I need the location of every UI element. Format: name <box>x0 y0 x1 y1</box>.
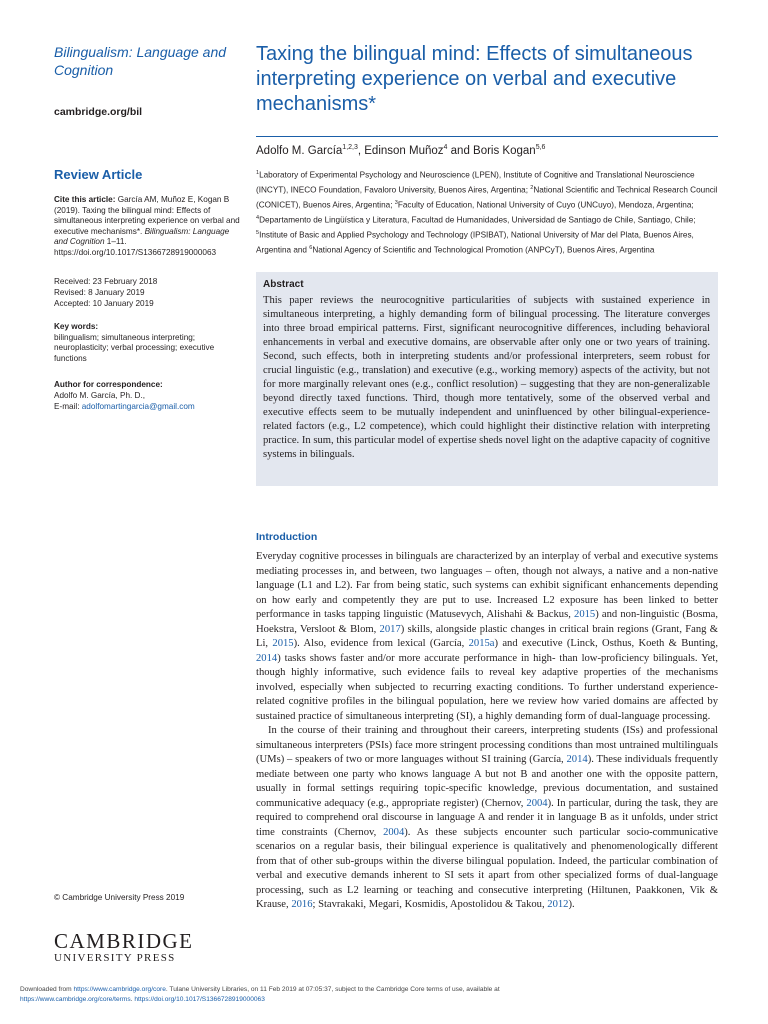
affil-text: National Agency of Scientific and Technological Promotion (ANPCyT), Buenos Aires, Argentina <box>312 245 655 255</box>
cambridge-logo <box>54 930 194 965</box>
body-text: ) skills, alongside plastic changes in critical brain regions (Grant, Fang & Li, <box>256 623 718 649</box>
logo-line-1: CAMBRIDGE <box>54 929 194 953</box>
citation-link[interactable]: 2012 <box>547 899 569 910</box>
body-text: ). <box>568 899 575 910</box>
author-2: , Edinson Muñoz <box>357 144 444 157</box>
article-type: Review Article <box>54 167 143 182</box>
copyright: © Cambridge University Press 2019 <box>54 893 185 902</box>
intro-paragraph-2 <box>256 724 718 913</box>
revised-date: Revised: 8 January 2019 <box>54 288 145 297</box>
affil-text: Laboratory of Experimental Psychology and Neuroscience (LPEN), Institute of Cognitive and Translational Neuroscience (INCYT), INECO Foundation, Favaloro University, Buenos Aires, Argentina; <box>256 170 695 195</box>
footer-link[interactable]: https://doi.org/10.1017/S1366728919000063 <box>134 996 265 1003</box>
introduction-body <box>256 550 718 913</box>
affil-sup: 4 <box>256 215 260 222</box>
citation-link[interactable]: 2014 <box>566 754 588 765</box>
footer-text: . Tulane University Libraries, on 11 Feb 2019 at 07:05:37, subject to the Cambridge Core terms of use, available at <box>165 986 500 993</box>
cite-label: Cite this article: <box>54 195 116 204</box>
citation-link[interactable]: 2015 <box>574 609 596 620</box>
journal-name: Bilingualism: Language and Cognition <box>54 44 227 78</box>
dates-block <box>54 276 157 309</box>
cite-pages: 1–11. <box>104 237 127 247</box>
affil-text: Institute of Basic and Applied Psychology and Technology (IPSIBAT), National University of Mar del Plata, Buenos Aires, Argentina and <box>256 230 694 255</box>
body-text: ). In particular, during the task, they are required to comprehend oral discourse in language A and render it in language B as it unfolds, under strict time constraints (Chernov, <box>256 797 718 838</box>
citation-link[interactable]: 2017 <box>379 623 401 635</box>
citation-link[interactable]: 2004 <box>383 826 405 838</box>
logo-line-2: UNIVERSITY PRESS <box>54 952 176 964</box>
footer-link[interactable]: https://www.cambridge.org/core/terms <box>20 996 131 1003</box>
body-text: ) and non-linguistic (Bosma, Hoekstra, Versloot & Blom, <box>256 609 718 635</box>
intro-paragraph-1 <box>256 550 718 724</box>
author-1: Adolfo M. García <box>256 144 343 157</box>
footer-text: Downloaded from <box>20 986 74 993</box>
author-1-sup: 1,2,3 <box>342 144 358 151</box>
affil-sup: 6 <box>309 245 313 252</box>
affil-text: Departamento de Lingüística y Literatura, Facultad de Humanidades, Universidad de Santiago de Chile, Santiago, Chile; <box>259 215 696 225</box>
body-text: ). These individuals frequently mediate between one party who knows language A but not B and another one with the opposite pattern, usually in formal settings requiring topic-specific knowledge, previous documentation, and sustained communicative adequacy (e.g., appropriate register) (Chernov, <box>256 754 718 809</box>
body-text: Everyday cognitive processes in bilinguals are characterized by an interplay of verbal and executive systems mediating processes in, and between, two languages – often, though not always, a native and a non-native language (L1 and L2). Far from being static, such systems can exhibit significant enhancements depending on how early and competently they are put to use. Increased L2 exposure has been linked to better performance in tasks tapping linguistic (Matusevych, Alishahi & Backus, <box>256 551 718 620</box>
article-title: Taxing the bilingual mind: Effects of simultaneous interpreting experience on verbal and executive mechanisms* <box>256 43 693 115</box>
body-text: ). Also, evidence from lexical (García, <box>293 638 469 649</box>
received-date: Received: 23 February 2018 <box>54 277 158 286</box>
email-link[interactable]: adolfomartingarcia@gmail.com <box>81 402 195 411</box>
keywords-block <box>54 322 244 364</box>
affil-sup: 5 <box>256 230 260 237</box>
abstract-box <box>256 272 718 486</box>
body-text: ; Stavrakaki, Megari, Kosmidis, Apostolidou & Takou, <box>312 899 548 910</box>
download-footer <box>20 985 740 1005</box>
citation-block <box>54 195 244 259</box>
author-3-sup: 5,6 <box>535 144 546 151</box>
correspondence-label: Author for correspondence: <box>54 380 163 389</box>
correspondence-block <box>54 379 249 412</box>
authors-line <box>256 144 545 157</box>
abstract-text: This paper reviews the neurocognitive particularities of subjects with sustained experience in simultaneous interpreting, a highly demanding form of bilingual processing. The literature converges into three broad empirical patterns. First, significant neurocognitive differences, including behavioral enhancements in verbal and executive domains, are observable after only one or two years of training. Second, such effects, both in interpreting students and/or professional interpreters, seem robust for crucial linguistic (e.g., translation) and executive (e.g., working memory) aspects of the activity, but not for more marginally relevant ones (e.g., conflict resolution) – suggesting that they are non-generalizable beyond directly taxed functions. Third, though more tentatively, some of the observed verbal and executive effects seem to be mutually independent and uninfluenced by other bilingual-experience-related factors (e.g., L2 competence), which could highlight their distinctive relation with interpreting practice. In sum, this particular model of expertise sheds novel light on the adaptive capacity of cognitive systems in bilinguals. <box>263 295 710 460</box>
footer-link[interactable]: https://www.cambridge.org/core <box>73 986 166 993</box>
affil-text: Faculty of Education, National University of Cuyo (UNCuyo), Mendoza, Argentina; <box>397 200 694 210</box>
body-text: ) tasks shows faster and/or more accurate performance in high- than low-proficiency bilinguals. Yet, though highly informative, such evidence fails to reveal key adaptive properties of the mechanisms involved, especially when subjected to recurring exacting conditions. To further understand experience-related cognitive profiles in the bilingual population, here we review how varied domains are affected by sustained practice of simultaneous interpreting (SI), a highly demanding form of dual-language processing. <box>256 652 718 722</box>
footer-text: . <box>130 996 135 1003</box>
body-text: ). As these subjects encounter such particular socio-communicative scenarios on a regular basis, their bilingual experience is qualitatively and phenomenologically different from that of other sub-groups within the diverse bilingual population. Indeed, the particular combination of verbal and executive demands inherent to SI sets it apart from other specialized forms of dual-language processing, such as L2 learning or teaching and consecutive interpreting (Hiltunen, Paakkonen, Vik & Krause, <box>256 826 718 910</box>
keywords-label: Key words: <box>54 322 99 331</box>
title-rule <box>256 136 718 137</box>
accepted-date: Accepted: 10 January 2019 <box>54 299 154 308</box>
body-text: In the course of their training and throughout their careers, interpreting students (ISs) and professional simultaneous interpreters (PSIs) face more stringent processing conditions than most untrained multilinguals (UMs) – speakers of two or more languages without SI training (García, <box>256 725 718 765</box>
affil-sup: 3 <box>394 200 398 207</box>
abstract-heading: Abstract <box>263 279 304 290</box>
correspondence-name: Adolfo M. García, Ph. D., <box>54 391 146 400</box>
keywords-text: bilingualism; simultaneous interpreting; neuroplasticity; verbal processing; executive functions <box>54 332 215 363</box>
citation-link[interactable]: 2016 <box>291 899 313 910</box>
journal-site-link[interactable]: cambridge.org/bil <box>54 106 143 118</box>
citation-link[interactable]: 2014 <box>256 652 278 664</box>
introduction-heading: Introduction <box>256 531 318 543</box>
citation-link[interactable]: 2015a <box>468 638 495 649</box>
citation-link[interactable]: 2004 <box>526 797 548 809</box>
author-2-sup: 4 <box>443 144 448 151</box>
affil-sup: 2 <box>530 185 534 192</box>
cite-doi[interactable]: https://doi.org/10.1017/S1366728919000063 <box>54 247 217 257</box>
author-3: and Boris Kogan <box>447 144 536 157</box>
cite-text: García AM, Muñoz E, Kogan B (2019). Taxing the bilingual mind: Effects of simultaneous interpreting experience on verbal and executive mechanisms*. <box>54 195 240 236</box>
email-label: E-mail: <box>54 402 82 411</box>
body-text: ) and executive (Linck, Osthus, Koeth & Bunting, <box>494 638 719 649</box>
citation-link[interactable]: 2015 <box>272 638 294 649</box>
affiliations <box>256 167 720 257</box>
cite-journal: Bilingualism: Language and Cognition <box>54 226 230 247</box>
affil-text: National Scientific and Technical Research Council (CONICET), Buenos Aires, Argentina; <box>256 185 718 210</box>
affil-sup: 1 <box>256 170 260 176</box>
